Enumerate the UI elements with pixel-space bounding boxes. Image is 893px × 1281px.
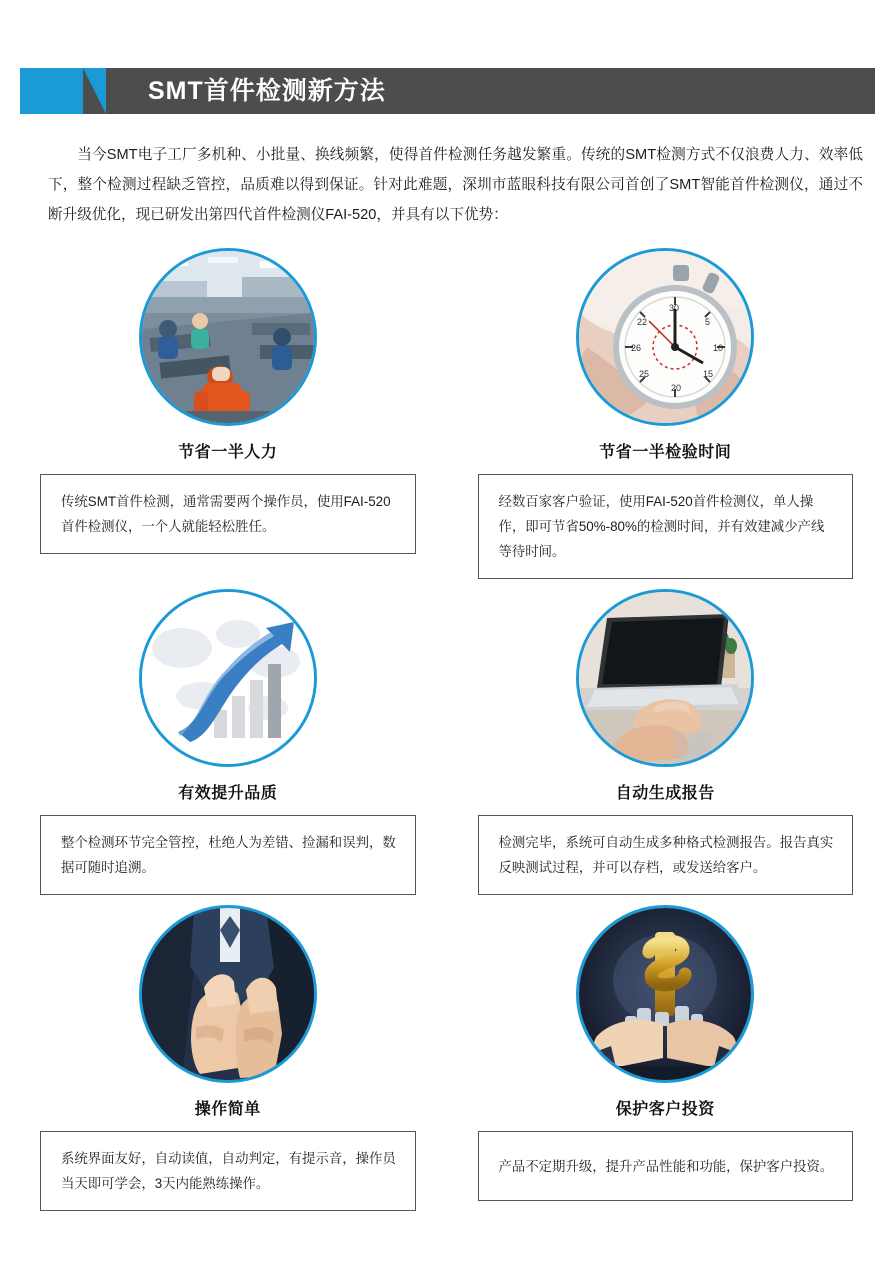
feature-description-box: [40, 1131, 416, 1211]
svg-text:26: 26: [631, 343, 642, 353]
feature-description-box: [478, 1131, 854, 1201]
feature-description-box: [478, 474, 854, 579]
thumbs-up-photo-icon: [139, 905, 317, 1083]
feature-item: [40, 248, 416, 579]
feature-item: [478, 248, 854, 579]
feature-item: [478, 589, 854, 895]
feature-description-box: [478, 815, 854, 895]
page-header: [20, 68, 875, 114]
svg-text:30: 30: [669, 303, 680, 313]
feature-title: 有效提升品质: [178, 785, 278, 802]
feature-title: 节省一半人力: [178, 444, 278, 461]
dollar-in-hands-photo-icon: [576, 905, 754, 1083]
svg-text:5: 5: [705, 317, 711, 327]
growth-arrow-chart-icon: [139, 589, 317, 767]
feature-description-box: [40, 474, 416, 554]
feature-grid: [40, 248, 853, 1211]
svg-text:22: 22: [637, 317, 648, 327]
feature-description: 产品不定期升级，提升产品性能和功能，保护客户投资。: [498, 1158, 834, 1174]
svg-text:15: 15: [703, 369, 714, 379]
feature-title: 操作简单: [194, 1101, 261, 1118]
page-title: SMT首件检测新方法: [148, 77, 386, 105]
feature-description-box: [40, 815, 416, 895]
feature-description: 传统SMT首件检测，通常需要两个操作员，使用FAI-520首件检测仪，一个人就能轻松胜任。: [61, 494, 391, 534]
svg-text:10: 10: [713, 343, 724, 353]
feature-title: 节省一半检验时间: [599, 444, 732, 461]
feature-description: 整个检测环节完全管控，杜绝人为差错、捡漏和误判，数据可随时追溯。: [61, 835, 396, 875]
svg-text:20: 20: [671, 383, 682, 393]
feature-title: 保护客户投资: [615, 1101, 715, 1118]
feature-description: 经数百家客户验证，使用FAI-520首件检测仪，单人操作，即可节省50%-80%的检测时间，并有效建减少产线等待时间。: [498, 494, 825, 559]
feature-description: 系统界面友好，自动读值，自动判定，有提示音，操作员当天即可学会，3天内能熟练操作。: [61, 1151, 396, 1191]
stopwatch-photo-icon: [576, 248, 754, 426]
feature-item: [40, 589, 416, 895]
feature-item: [478, 905, 854, 1211]
svg-text:25: 25: [639, 369, 650, 379]
intro-paragraph: 当今SMT电子工厂多机种、小批量、换线频繁，使得首件检测任务越发繁重。传统的SMT检测方式不仅浪费人力、效率低下，整个检测过程缺乏管控，品质难以得到保证。针对此难题，深圳市蓝眼科技有限公司首创了SMT智能首件检测仪，通过不断升级优化，现已研发出第四代首件检测仪FAI-520，并具有以下优势：: [48, 147, 863, 223]
feature-item: [40, 905, 416, 1211]
laptop-hands-photo-icon: [576, 589, 754, 767]
factory-workers-photo-icon: [139, 248, 317, 426]
feature-title: 自动生成报告: [615, 785, 715, 802]
feature-description: 检测完毕，系统可自动生成多种格式检测报告。报告真实反映测试过程，并可以存档，或发送给客户。: [498, 835, 834, 875]
